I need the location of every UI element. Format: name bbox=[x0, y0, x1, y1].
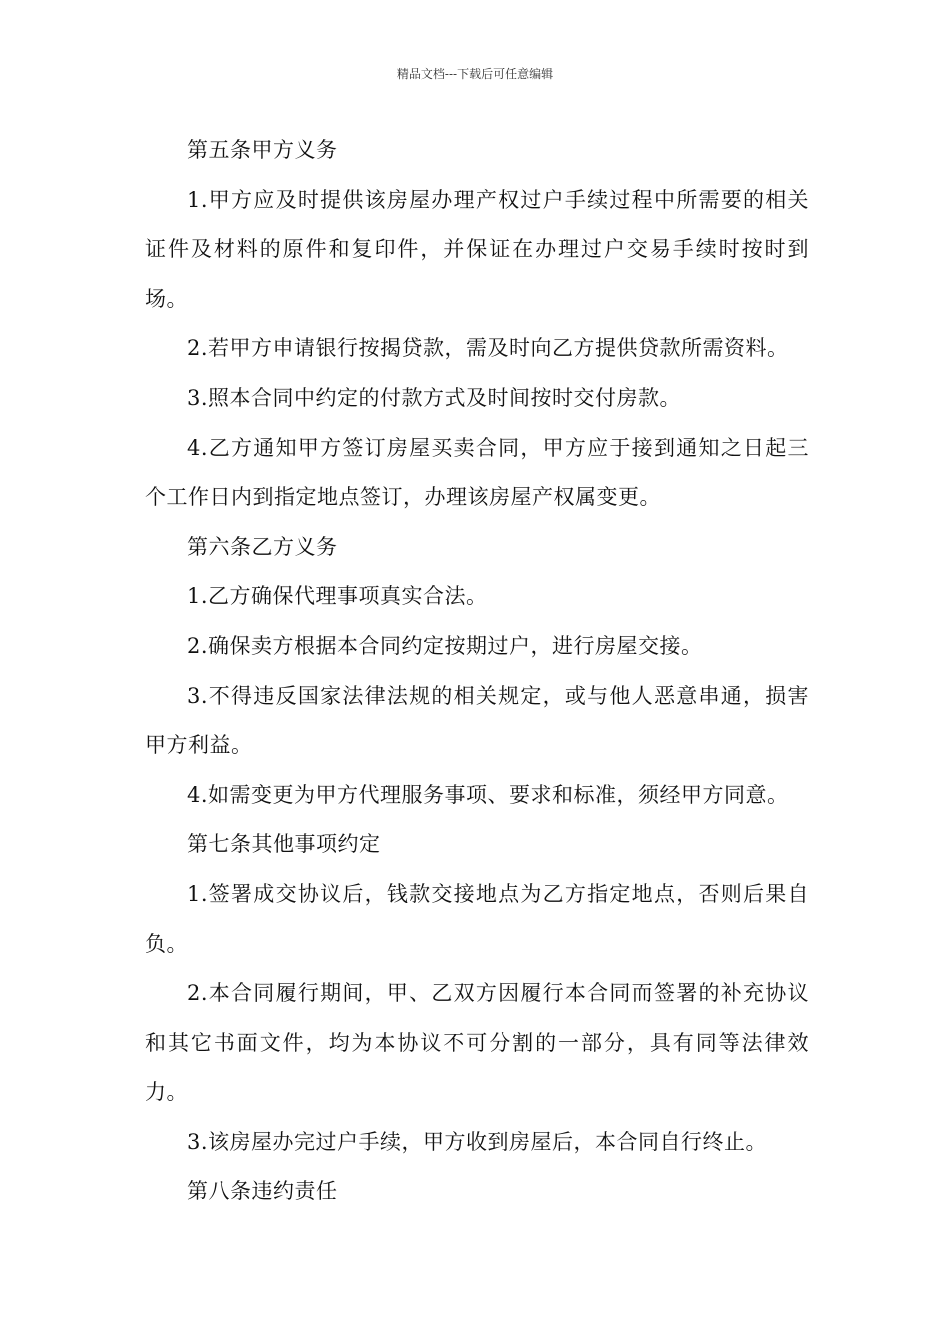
paragraph: 2.确保卖方根据本合同约定按期过户，进行房屋交接。 bbox=[187, 633, 703, 658]
document-body bbox=[145, 126, 809, 1217]
paragraph: 4.乙方通知甲方签订房屋买卖合同，甲方应于接到通知之日起三个工作日内到指定地点签订，办理该房屋产权属变更。 bbox=[145, 435, 809, 510]
paragraph: 3.不得违反国家法律法规的相关规定，或与他人恶意串通，损害甲方利益。 bbox=[145, 683, 809, 758]
paragraph: 4.如需变更为甲方代理服务事项、要求和标准，须经甲方同意。 bbox=[187, 782, 789, 807]
paragraph: 3.照本合同中约定的付款方式及时间按时交付房款。 bbox=[187, 385, 682, 410]
paragraph: 2.若甲方申请银行按揭贷款，需及时向乙方提供贷款所需资料。 bbox=[187, 336, 789, 361]
article-6-heading: 第六条乙方义务 bbox=[187, 534, 338, 559]
article-5-heading: 第五条甲方义务 bbox=[187, 138, 338, 162]
page-header bbox=[0, 66, 950, 82]
header-text: 精品文档---下载后可任意编辑 bbox=[396, 67, 554, 81]
article-7-heading: 第七条其他事项约定 bbox=[187, 832, 381, 857]
paragraph: 3.该房屋办完过户手续，甲方收到房屋后，本合同自行终止。 bbox=[187, 1129, 768, 1154]
paragraph: 1.甲方应及时提供该房屋办理产权过户手续过程中所需要的相关证件及材料的原件和复印件，并保证在办理过户交易手续时按时到场。 bbox=[145, 187, 809, 311]
paragraph: 1.签署成交协议后，钱款交接地点为乙方指定地点，否则后果自负。 bbox=[145, 881, 809, 956]
paragraph: 1.乙方确保代理事项真实合法。 bbox=[187, 584, 488, 609]
article-8-heading: 第八条违约责任 bbox=[187, 1179, 338, 1204]
paragraph: 2.本合同履行期间，甲、乙双方因履行本合同而签署的补充协议和其它书面文件，均为本协议不可分割的一部分，具有同等法律效力。 bbox=[145, 981, 809, 1105]
